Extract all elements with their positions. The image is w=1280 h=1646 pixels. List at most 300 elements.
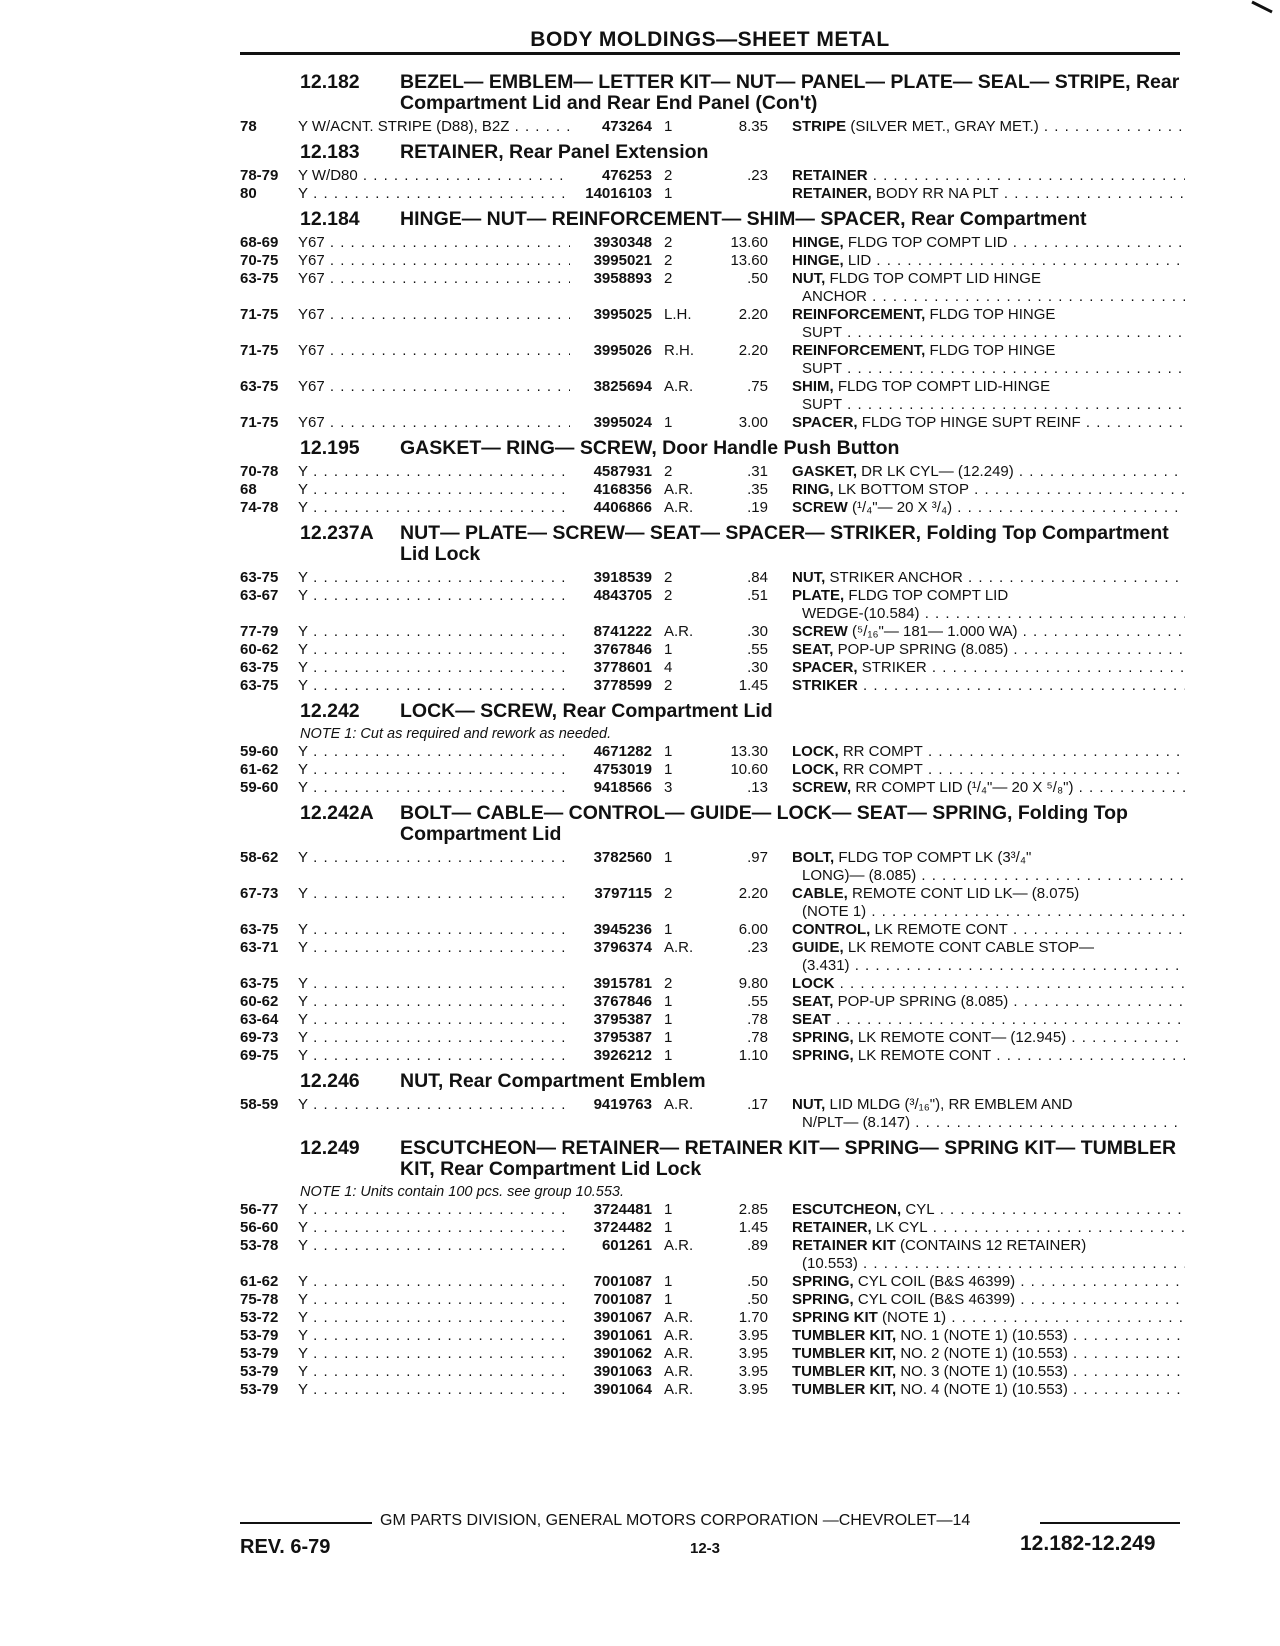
usage-code-text: Y (298, 849, 309, 866)
part-description (768, 849, 1185, 867)
usage-code-text: Y (298, 1011, 309, 1028)
part-description-continued (768, 957, 1185, 975)
part-description (768, 1219, 1185, 1237)
section-number: 12.195 (300, 437, 360, 459)
usage-code-text: Y W/ACNT. STRIPE (D88), B2Z (298, 118, 510, 135)
dot-leader (325, 306, 570, 323)
dot-leader (1008, 921, 1185, 938)
usage-code-text: Y (298, 1029, 309, 1046)
part-number-blank (570, 867, 652, 885)
section-block (240, 523, 1185, 695)
footer-rule-left (240, 1522, 372, 1524)
dot-leader (910, 1114, 1185, 1131)
part-row (240, 569, 1185, 587)
part-row-continuation (240, 605, 1185, 623)
dot-leader (871, 252, 1185, 269)
dot-leader (1039, 118, 1185, 135)
section-block (240, 803, 1185, 1065)
description-text: CYL (901, 1201, 935, 1218)
description-keyword: GASKET, (792, 463, 858, 480)
part-description (768, 1291, 1185, 1309)
part-row (240, 234, 1185, 252)
part-description-continued (768, 324, 1185, 342)
usage-code (298, 1345, 570, 1363)
dot-leader (1068, 1327, 1185, 1344)
dot-leader (1015, 1291, 1185, 1308)
description-keyword: LOCK, (792, 743, 839, 760)
quantity: 1 (664, 1291, 673, 1308)
description-continued-text: N/PLT— (8.147) (802, 1114, 911, 1131)
part-number: 3945236 (593, 921, 652, 938)
part-row (240, 1011, 1185, 1029)
price: .84 (747, 569, 768, 586)
part-row-continuation (240, 957, 1185, 975)
usage-code-text: Y (298, 993, 309, 1010)
dot-leader (991, 1047, 1185, 1064)
usage-code-text: Y (298, 463, 309, 480)
usage-code-text: Y67 (298, 270, 325, 287)
usage-code-text: Y (298, 1047, 309, 1064)
dot-leader (325, 252, 570, 269)
model-years: 58-59 (240, 1096, 279, 1113)
dot-leader (1068, 1363, 1185, 1380)
part-description (768, 885, 1185, 903)
dot-leader (923, 743, 1185, 760)
part-number: 3767846 (593, 993, 652, 1010)
description-text: POP-UP SPRING (8.085) (833, 641, 1009, 658)
usage-code (298, 921, 570, 939)
usage-code-text: Y (298, 1291, 309, 1308)
part-description (768, 1273, 1185, 1291)
usage-code-text: Y (298, 1096, 309, 1113)
usage-code-blank (298, 903, 570, 921)
dot-leader (952, 499, 1185, 516)
description-text: REMOTE CONT LID LK— (8.075) (847, 885, 1080, 902)
usage-code-text: Y (298, 1345, 309, 1362)
description-continued-text: LONG)— (8.085) (802, 867, 917, 884)
price-blank (708, 605, 768, 623)
usage-code-text: Y (298, 743, 309, 760)
dot-leader (850, 957, 1185, 974)
description-text: LK REMOTE CONT (870, 921, 1008, 938)
part-description (768, 1237, 1185, 1255)
price: 3.00 (738, 414, 768, 431)
quantity: 1 (664, 1011, 673, 1028)
usage-code (298, 185, 570, 203)
quantity: 2 (664, 885, 673, 902)
dot-leader (1008, 641, 1185, 658)
description-continued-text: SUPT (802, 360, 843, 377)
section-description: LOCK— SCREW, Rear Compartment Lid (400, 700, 773, 722)
model-years: 70-75 (240, 252, 279, 269)
part-description (768, 993, 1185, 1011)
usage-code (298, 1291, 570, 1309)
usage-code-blank (298, 605, 570, 623)
part-description (768, 481, 1185, 499)
part-description (768, 921, 1185, 939)
part-row-continuation (240, 288, 1185, 306)
part-description (768, 1029, 1185, 1047)
price: 1.45 (738, 677, 768, 694)
usage-code (298, 1327, 570, 1345)
price: .30 (747, 659, 768, 676)
quantity-blank (652, 957, 708, 975)
part-description (768, 1096, 1185, 1114)
part-number: 3825694 (593, 378, 652, 395)
description-text: NO. 1 (NOTE 1) (10.553) (896, 1327, 1068, 1344)
usage-code-text: Y (298, 481, 309, 498)
dot-leader (835, 975, 1186, 992)
part-number: 3796374 (593, 939, 652, 956)
price: 3.95 (738, 1363, 768, 1380)
part-description (768, 414, 1185, 432)
price: .30 (747, 623, 768, 640)
part-row (240, 306, 1185, 324)
part-row (240, 641, 1185, 659)
description-text: FLDG TOP COMPT LID HINGE (825, 270, 1041, 287)
description-keyword: SEAT, (792, 993, 834, 1010)
part-row (240, 252, 1185, 270)
description-text: LID (843, 252, 872, 269)
description-text: LK REMOTE CONT— (12.945) (853, 1029, 1067, 1046)
price-blank (708, 324, 768, 342)
model-years: 71-75 (240, 306, 279, 323)
section-heading (240, 701, 1185, 722)
section-block (240, 438, 1185, 517)
description-text: STRIKER (857, 659, 927, 676)
price: .31 (747, 463, 768, 480)
description-text: STRIKER ANCHOR (825, 569, 963, 586)
description-text: FLDG TOP COMPT LID-HINGE (833, 378, 1051, 395)
part-row (240, 1237, 1185, 1255)
part-row (240, 939, 1185, 957)
description-keyword: TUMBLER KIT, (792, 1345, 897, 1362)
part-row-continuation (240, 867, 1185, 885)
description-text: CYL COIL (B&S 46399) (853, 1273, 1016, 1290)
part-description (768, 270, 1185, 288)
part-row (240, 659, 1185, 677)
part-description-continued (768, 396, 1185, 414)
model-years-blank (240, 324, 298, 342)
dot-leader (308, 1096, 570, 1113)
part-row (240, 1029, 1185, 1047)
dot-leader (1015, 1273, 1185, 1290)
model-years: 63-75 (240, 975, 279, 992)
part-row (240, 463, 1185, 481)
part-description (768, 659, 1185, 677)
price-blank (708, 957, 768, 975)
footer-publisher: GM PARTS DIVISION, GENERAL MOTORS CORPORATION —CHEVROLET—14 (380, 1512, 971, 1529)
part-number: 3724482 (593, 1219, 652, 1236)
price (708, 185, 768, 203)
usage-code-blank (298, 867, 570, 885)
price: .89 (747, 1237, 768, 1254)
part-number: 3926212 (593, 1047, 652, 1064)
model-years: 56-60 (240, 1219, 279, 1236)
price: .50 (747, 1291, 768, 1308)
model-years: 53-78 (240, 1237, 279, 1254)
model-years: 63-75 (240, 378, 279, 395)
quantity: A.R. (664, 499, 694, 516)
part-number: 601261 (601, 1237, 652, 1254)
part-number-blank (570, 324, 652, 342)
description-keyword: HINGE, (792, 252, 844, 269)
model-years: 63-64 (240, 1011, 279, 1028)
part-number-blank (570, 396, 652, 414)
usage-code (298, 779, 570, 797)
model-years-blank (240, 867, 298, 885)
dot-leader (920, 605, 1185, 622)
description-keyword: NUT, (792, 1096, 826, 1113)
part-row (240, 779, 1185, 797)
dot-leader (831, 1011, 1185, 1028)
model-years: 58-62 (240, 849, 279, 866)
description-text: (¹/₄"— 20 X ³/₄) (847, 499, 953, 516)
description-text: LK REMOTE CONT CABLE STOP— (843, 939, 1095, 956)
part-row (240, 761, 1185, 779)
part-description (768, 743, 1185, 761)
model-years: 63-75 (240, 270, 279, 287)
model-years: 75-78 (240, 1291, 279, 1308)
dot-leader (308, 885, 570, 902)
usage-code (298, 761, 570, 779)
part-row (240, 1047, 1185, 1065)
model-years: 60-62 (240, 641, 279, 658)
revision-label: REV. 6-79 (240, 1536, 331, 1558)
part-number: 476253 (601, 167, 652, 184)
quantity: A.R. (664, 623, 694, 640)
dot-leader (308, 1201, 570, 1218)
price: .35 (747, 481, 768, 498)
quantity-blank (652, 903, 708, 921)
dot-leader (308, 481, 570, 498)
description-keyword: STRIPE (792, 118, 847, 135)
description-keyword: SHIM, (792, 378, 834, 395)
price-blank (708, 1114, 768, 1132)
description-keyword: RETAINER KIT (792, 1237, 896, 1254)
usage-code-text: Y (298, 1327, 309, 1344)
part-number: 8741222 (593, 623, 652, 640)
part-row-continuation (240, 903, 1185, 921)
dot-leader (842, 396, 1185, 413)
part-number: 3795387 (593, 1029, 652, 1046)
usage-code-text: Y (298, 499, 309, 516)
part-description (768, 677, 1185, 695)
quantity: R.H. (664, 342, 694, 359)
price: 3.95 (738, 1381, 768, 1398)
description-text: RR COMPT LID (¹/₄"— 20 X ⁵/₈") (851, 779, 1074, 796)
section-heading (240, 1138, 1185, 1180)
description-keyword: ESCUTCHEON, (792, 1201, 902, 1218)
description-keyword: RETAINER, (792, 185, 872, 202)
usage-code-blank (298, 396, 570, 414)
usage-code-text: Y W/D80 (298, 167, 358, 184)
usage-code (298, 677, 570, 695)
dot-leader (308, 993, 570, 1010)
part-description (768, 779, 1185, 797)
description-text: CYL COIL (B&S 46399) (853, 1291, 1016, 1308)
usage-code-text: Y (298, 1201, 309, 1218)
quantity-blank (652, 324, 708, 342)
description-text: LK BOTTOM STOP (833, 481, 969, 498)
quantity-blank (652, 1255, 708, 1273)
section-number: 12.182 (300, 71, 360, 93)
usage-code-text: Y (298, 1219, 309, 1236)
description-keyword: LOCK, (792, 761, 839, 778)
part-number: 3901061 (593, 1327, 652, 1344)
description-text: (⁵/₁₆"— 181— 1.000 WA) (847, 623, 1018, 640)
model-years: 61-62 (240, 1273, 279, 1290)
description-keyword: RETAINER, (792, 1219, 872, 1236)
quantity: 2 (664, 167, 673, 184)
quantity: 2 (664, 569, 673, 586)
usage-code (298, 1029, 570, 1047)
price-blank (708, 288, 768, 306)
description-keyword: TUMBLER KIT, (792, 1381, 897, 1398)
model-years: 63-75 (240, 659, 279, 676)
part-number: 3901062 (593, 1345, 652, 1362)
usage-code-text: Y (298, 779, 309, 796)
part-description (768, 1363, 1185, 1381)
model-years: 63-75 (240, 921, 279, 938)
dot-leader (308, 641, 570, 658)
part-description-continued (768, 867, 1185, 885)
price: 13.60 (730, 252, 768, 269)
usage-code-text: Y (298, 939, 309, 956)
part-description-continued (768, 288, 1185, 306)
part-row (240, 185, 1185, 203)
description-continued-text: (NOTE 1) (802, 903, 867, 920)
dot-leader (308, 1327, 570, 1344)
section-block (240, 209, 1185, 432)
page-number: 12-3 (690, 1540, 721, 1557)
part-row (240, 885, 1185, 903)
description-keyword: SPRING, (792, 1273, 854, 1290)
part-number: 3930348 (593, 234, 652, 251)
part-number: 4406866 (593, 499, 652, 516)
usage-code-text: Y (298, 587, 309, 604)
dot-leader (1066, 1029, 1185, 1046)
part-row-continuation (240, 1255, 1185, 1273)
section-description: HINGE— NUT— REINFORCEMENT— SHIM— SPACER, Rear Compartment (400, 208, 1087, 230)
description-keyword: RETAINER (792, 167, 868, 184)
usage-code (298, 252, 570, 270)
usage-code (298, 1381, 570, 1399)
price-blank (708, 396, 768, 414)
part-description-continued (768, 903, 1185, 921)
quantity-blank (652, 867, 708, 885)
part-description (768, 252, 1185, 270)
dot-leader (308, 1291, 570, 1308)
usage-code (298, 743, 570, 761)
part-number-blank (570, 605, 652, 623)
price: 13.30 (730, 743, 768, 760)
model-years: 78-79 (240, 167, 279, 184)
quantity: A.R. (664, 1327, 694, 1344)
dot-leader (858, 1255, 1185, 1272)
price: 1.45 (738, 1219, 768, 1236)
part-description (768, 1327, 1185, 1345)
dot-leader (308, 463, 570, 480)
part-number: 3724481 (593, 1201, 652, 1218)
part-description (768, 569, 1185, 587)
price: .55 (747, 641, 768, 658)
section-description: ESCUTCHEON— RETAINER— RETAINER KIT— SPRING— SPRING KIT— TUMBLER KIT, Rear Compartment Lid Lock (400, 1137, 1177, 1180)
part-row (240, 921, 1185, 939)
dot-leader (308, 677, 570, 694)
model-years: 53-79 (240, 1345, 279, 1362)
quantity: 1 (664, 743, 673, 760)
model-years: 53-79 (240, 1327, 279, 1344)
section-block (240, 701, 1185, 797)
description-continued-text: ANCHOR (802, 288, 868, 305)
part-description (768, 463, 1185, 481)
price: .17 (747, 1096, 768, 1113)
description-keyword: CABLE, (792, 885, 848, 902)
quantity: A.R. (664, 1096, 694, 1113)
price: 2.20 (738, 306, 768, 323)
description-continued-text: (3.431) (802, 957, 850, 974)
usage-code-text: Y (298, 761, 309, 778)
model-years: 71-75 (240, 342, 279, 359)
usage-code-blank (298, 288, 570, 306)
quantity: A.R. (664, 1363, 694, 1380)
usage-code (298, 659, 570, 677)
dot-leader (963, 569, 1185, 586)
dot-leader (866, 903, 1185, 920)
dot-leader (509, 118, 570, 135)
description-keyword: GUIDE, (792, 939, 844, 956)
usage-code-text: Y (298, 641, 309, 658)
dot-leader (308, 975, 570, 992)
usage-code-text: Y (298, 677, 309, 694)
model-years: 53-79 (240, 1381, 279, 1398)
quantity: A.R. (664, 1345, 694, 1362)
part-number: 4168356 (593, 481, 652, 498)
description-keyword: SEAT, (792, 641, 834, 658)
dot-leader (946, 1309, 1185, 1326)
usage-code-text: Y (298, 885, 309, 902)
page-title: BODY MOLDINGS—SHEET METAL (530, 28, 890, 51)
quantity: 2 (664, 252, 673, 269)
price-blank (708, 867, 768, 885)
model-years: 74-78 (240, 499, 279, 516)
model-years: 63-75 (240, 677, 279, 694)
part-number-blank (570, 1114, 652, 1132)
usage-code (298, 167, 570, 185)
part-row (240, 1291, 1185, 1309)
usage-code (298, 587, 570, 605)
dot-leader (842, 324, 1185, 341)
part-number-blank (570, 903, 652, 921)
corner-mark (1250, 0, 1274, 14)
description-text: FLDG TOP HINGE (925, 306, 1056, 323)
part-number: 14016103 (585, 185, 652, 202)
description-keyword: SCREW (792, 499, 848, 516)
model-years: 77-79 (240, 623, 279, 640)
model-years: 67-73 (240, 885, 279, 902)
price: 2.85 (738, 1201, 768, 1218)
part-row (240, 1219, 1185, 1237)
usage-code-text: Y (298, 975, 309, 992)
price: .23 (747, 167, 768, 184)
part-row (240, 587, 1185, 605)
dot-leader (923, 761, 1185, 778)
quantity: A.R. (664, 1309, 694, 1326)
quantity: 2 (664, 463, 673, 480)
usage-code (298, 306, 570, 324)
part-number: 7001087 (593, 1291, 652, 1308)
